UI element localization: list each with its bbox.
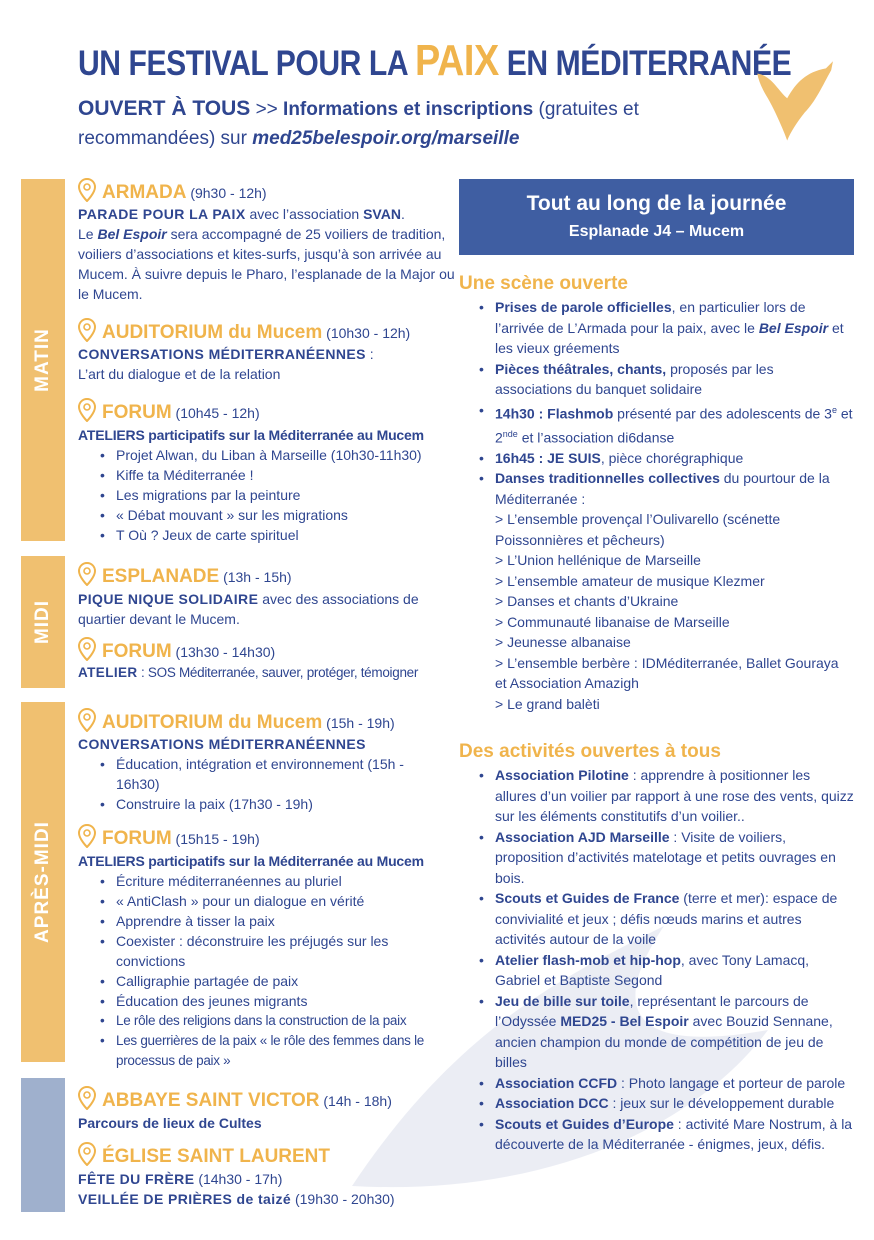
forum-pm-title: [78, 851, 468, 871]
parade-end: .: [400, 206, 405, 222]
sos-text: : SOS Méditerranée, sauver, protéger, témoigner: [137, 665, 419, 680]
location-pin-icon: [78, 398, 96, 422]
venue-eglise: [78, 1142, 330, 1168]
veillee-time: (19h30 - 20h30): [291, 1191, 395, 1207]
superscript: e: [831, 404, 837, 415]
forum-midi-description: [78, 663, 468, 683]
location-pin-icon: [78, 1142, 96, 1166]
list-item: • Écriture méditerranéennes au pluriel: [100, 871, 445, 891]
open-to-all: OUVERT À TOUS: [78, 97, 251, 120]
item-bold: Scouts et Guides d’Europe: [495, 1115, 674, 1132]
venue-armada: [78, 178, 267, 204]
venue-time: (10h30 - 12h): [322, 325, 411, 341]
item-bold: 14h30 : Flashmob: [495, 405, 614, 422]
armada-text-a: Le: [78, 226, 98, 242]
list-subitem: > L’ensemble provençal l’Oulivarello (scénette Poissonnières et pêcheurs): [495, 511, 781, 548]
item-bold: Scouts et Guides de France: [495, 890, 680, 906]
list-subitem: > L’ensemble amateur de musique Klezmer: [495, 572, 765, 589]
venue-time: (15h - 19h): [322, 715, 395, 731]
venue-auditorium-pm: [78, 708, 395, 734]
list-item: [479, 827, 854, 889]
list-item: • Calligraphie partagée de paix: [100, 971, 445, 991]
item-text: et les vieux gréements: [495, 319, 844, 356]
list-subitem: > L’Union hellénique de Marseille: [495, 552, 701, 569]
list-item: [479, 448, 854, 469]
list-item: • Construire la paix (17h30 - 19h): [100, 794, 420, 814]
list-item: [479, 991, 854, 1073]
ateliers-title: ATELIERS participatifs sur la Méditerranée au Mucem: [78, 427, 424, 443]
venue-forum-midi: [78, 637, 275, 663]
list-subitem: > Danses et chants d’Ukraine: [495, 593, 679, 610]
eglise-description: [78, 1169, 478, 1209]
item-bold: Association CCFD: [495, 1074, 618, 1091]
list-item: • Apprendre à tisser la paix: [100, 911, 445, 931]
venue-time: (15h15 - 19h): [171, 831, 260, 847]
atelier-title: ATELIER: [78, 665, 138, 680]
item-text: : Visite de voiliers, proposition d’activités matelotage et petits ouvrages en bois.: [495, 828, 836, 886]
bel-espoir: Bel Espoir: [758, 319, 829, 336]
item-bold: Association DCC: [495, 1095, 609, 1111]
venue-forum-pm: [78, 824, 260, 850]
list-item: [479, 1073, 854, 1094]
venue-name: FORUM: [102, 828, 172, 849]
armada-description: [78, 204, 463, 304]
item-text: (terre et mer): espace de convivialité et jeux ; défis nœuds marins et autres activités autour de la voile: [495, 890, 838, 947]
dove-logo-icon: [752, 56, 840, 144]
location-pin-icon: [78, 562, 96, 586]
veillee-title: VEILLÉE DE PRIÈRES de taizé: [78, 1191, 292, 1207]
item-text: , représentant le parcours de l’Odyssée: [495, 992, 809, 1029]
superscript: nde: [502, 428, 518, 439]
parade-title: PARADE POUR LA PAIX: [78, 206, 246, 222]
venue-time: (14h - 18h): [319, 1093, 392, 1109]
location-pin-icon: [78, 318, 96, 342]
sidebar-matin-label: MATIN: [32, 328, 53, 392]
list-item: • Le rôle des religions dans la construction de la paix: [100, 1011, 445, 1031]
forum-matin-title: [78, 425, 468, 445]
conversations-title: CONVERSATIONS MÉDITERRANÉENNES: [78, 736, 366, 752]
esplanade-text: avec des associations de quartier devant le Mucem.: [78, 591, 419, 627]
item-text: : apprendre à positionner les allures d’un voilier par rapport à une rose des vents, quizz sur les éléments constitutifs d’un voilier..: [495, 767, 854, 824]
venue-name: ABBAYE SAINT VICTOR: [102, 1090, 320, 1111]
auditorium-text: L’art du dialogue et de la relation: [78, 366, 281, 382]
item-text: du pourtour de la Méditerranée :: [495, 470, 830, 507]
armada-text-b: sera accompagné de 25 voiliers de tradition, voiliers d’associations et kites-surfs, jusqu’à son arrivée au Mucem. À suivre depuis le Pharo, l’esplanade de la Major ou le Mucem.: [78, 226, 455, 302]
venue-name: FORUM: [102, 641, 172, 662]
esplanade-description: [78, 589, 468, 629]
item-text: : Photo langage et porteur de parole: [617, 1074, 846, 1091]
venue-time: (10h45 - 12h): [171, 405, 260, 421]
sidebar-apres-midi: [21, 702, 65, 1062]
svan: SVAN: [363, 206, 401, 222]
venue-time: (13h - 15h): [219, 569, 292, 585]
parcours-text: Parcours de lieux de Cultes: [78, 1115, 262, 1131]
location-pin-icon: [78, 708, 96, 732]
item-bold: Prises de parole officielles: [495, 299, 672, 315]
venue-name: FORUM: [102, 402, 172, 423]
sidebar-midi: [21, 556, 65, 688]
venue-time: (13h30 - 14h30): [171, 644, 276, 660]
title-paix: PAIX: [415, 36, 499, 85]
venue-name: AUDITORIUM du Mucem: [102, 712, 323, 733]
list-item: [479, 468, 854, 509]
list-item: [479, 1093, 854, 1114]
all-day-title: Tout au long de la journée: [526, 192, 787, 215]
list-item: • T Où ? Jeux de carte spirituel: [100, 525, 460, 545]
ateliers-title: ATELIERS participatifs sur la Méditerranée au Mucem: [78, 853, 424, 869]
item-bold: Danses traditionnelles collectives: [495, 470, 720, 487]
item-text: proposés par les associations du banquet solidaire: [495, 360, 774, 397]
list-item: • Les guerrières de la paix « le rôle des femmes dans le processus de paix »: [100, 1031, 445, 1071]
venue-forum-matin: [78, 398, 260, 424]
list-item: [479, 297, 854, 359]
sidebar-matin: [21, 179, 65, 541]
venue-name: ESPLANADE: [102, 566, 220, 587]
venue-name: ÉGLISE SAINT LAURENT: [102, 1146, 331, 1167]
title-post: EN MÉDITERRANÉE: [498, 44, 792, 83]
list-item: • « AntiClash » pour un dialogue en vérité: [100, 891, 445, 911]
venue-armada-name: ARMADA: [102, 182, 187, 203]
scene-title: Une scène ouverte: [459, 273, 628, 294]
list-item: [479, 1114, 854, 1155]
item-bold: 16h45 : JE SUIS: [495, 449, 601, 466]
list-subitem: > Communauté libanaise de Marseille: [495, 613, 730, 630]
list-item: • Kiffe ta Méditerranée !: [100, 465, 460, 485]
item-text: , en particulier lors de l’arrivée de L’Armada pour la paix, avec le: [495, 299, 806, 336]
pique-nique-title: PIQUE NIQUE SOLIDAIRE: [78, 591, 259, 607]
venue-abbaye: [78, 1086, 392, 1112]
item-text: , avec Tony Lamacq, Gabriel et Baptiste Segond: [495, 951, 810, 988]
forum-pm-list: [100, 871, 445, 1071]
item-text: présenté par des adolescents de 3: [613, 405, 832, 422]
item-bold: Jeu de bille sur toile: [495, 992, 630, 1009]
auditorium-pm-title: [78, 734, 463, 754]
item-bold: Pièces théâtrales, chants,: [495, 360, 667, 377]
title-pre: UN FESTIVAL POUR LA: [78, 44, 416, 83]
item-bold: Atelier flash-mob et hip-hop: [495, 951, 681, 968]
arrows: >>: [250, 99, 284, 120]
list-item: [479, 359, 854, 400]
sidebar-soir: [21, 1078, 65, 1212]
sidebar-apres-midi-label: APRÈS-MIDI: [32, 821, 53, 943]
list-item: [479, 950, 854, 991]
location-pin-icon: [78, 637, 96, 661]
list-subitem: > L’ensemble berbère : IDMéditerranée, Ballet Gouraya et Association Amazigh: [495, 654, 839, 692]
list-item: • Projet Alwan, du Liban à Marseille (10h30-11h30): [100, 445, 460, 465]
scene-list: [479, 297, 854, 714]
location-pin-icon: [78, 178, 96, 202]
item-text: : activité Mare Nostrum, à la découverte de la Méditerranée - énigmes, jeux, défis.: [495, 1115, 853, 1152]
location-pin-icon: [78, 1086, 96, 1110]
venue-esplanade: [78, 562, 292, 588]
list-subitem: > Jeunesse albanaise: [495, 634, 631, 651]
forum-matin-list: [100, 445, 460, 545]
info-bold: Informations et inscriptions: [283, 99, 534, 120]
venue-auditorium-matin: [78, 318, 410, 344]
all-day-banner: [459, 179, 854, 255]
item-text: avec Bouzid Sennane, ancien champion du monde de compétition de jeu de billes: [495, 1013, 833, 1070]
list-item: [479, 888, 854, 950]
sidebar-midi-label: MIDI: [32, 599, 53, 645]
activites-list: [479, 765, 854, 1155]
list-item: [479, 400, 854, 448]
parade-mid: avec l’association: [245, 206, 364, 222]
item-bold: MED25 - Bel Espoir: [560, 1013, 689, 1029]
auditorium-pm-list: [100, 754, 420, 814]
auditorium-matin-description: [78, 344, 463, 384]
colon: :: [365, 346, 374, 362]
venue-armada-time: (9h30 - 12h): [186, 185, 267, 201]
list-item: • Les migrations par la peinture: [100, 485, 460, 505]
item-text: et 2: [495, 405, 853, 446]
conversations-title: CONVERSATIONS MÉDITERRANÉENNES: [78, 346, 366, 362]
fete-time: (14h30 - 17h): [194, 1171, 283, 1187]
list-subitem: > Le grand balèti: [495, 695, 600, 712]
website-link[interactable]: med25belespoir.org/marseille: [252, 128, 520, 149]
abbaye-description: [78, 1113, 463, 1133]
list-item: • Coexister : déconstruire les préjugés sur les convictions: [100, 931, 445, 971]
list-item: • Éducation des jeunes migrants: [100, 991, 445, 1011]
item-text: , pièce chorégraphique: [600, 449, 744, 466]
page-subtitle: [78, 94, 718, 153]
bel-espoir: Bel Espoir: [97, 226, 167, 242]
list-item: • « Débat mouvant » sur les migrations: [100, 505, 460, 525]
item-text: : jeux sur le développement durable: [608, 1095, 835, 1111]
location-pin-icon: [78, 824, 96, 848]
item-text: et l’association di6danse: [517, 429, 675, 446]
page-title: [78, 36, 792, 86]
info-rest: (gratuites et recommandées) sur: [78, 99, 639, 149]
activites-title: Des activités ouvertes à tous: [459, 741, 721, 762]
item-bold: Association Pilotine: [495, 767, 629, 783]
list-item: • Éducation, intégration et environnement (15h - 16h30): [100, 754, 420, 794]
all-day-location: Esplanade J4 – Mucem: [568, 223, 745, 240]
venue-name: AUDITORIUM du Mucem: [102, 322, 323, 343]
item-bold: Association AJD Marseille: [495, 828, 670, 845]
list-item: [479, 765, 854, 827]
fete-title: FÊTE DU FRÈRE: [78, 1171, 195, 1187]
